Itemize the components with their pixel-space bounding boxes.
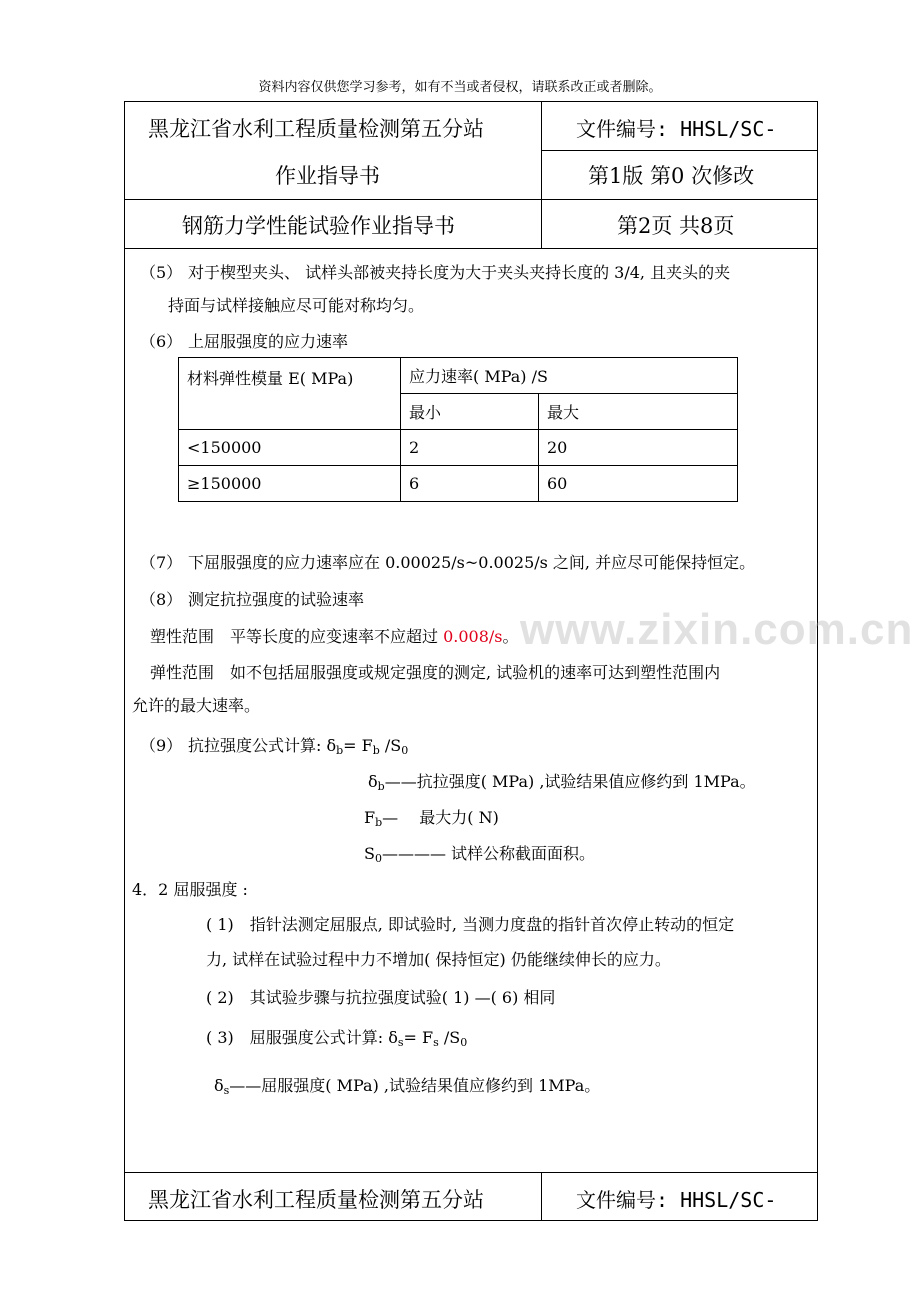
- table-cell-modulus: <150000: [179, 430, 401, 466]
- copyright-notice: 资料内容仅供您学习参考，如有不当或者侵权，请联系改正或者删除。: [258, 80, 662, 95]
- table-header-modulus: 材料弹性模量 E( MPa): [179, 358, 401, 430]
- table-row: [179, 430, 738, 466]
- subscript-s: s: [433, 1036, 439, 1049]
- stress-rate-table: [178, 357, 738, 502]
- delta-symbol: δ: [214, 1076, 224, 1095]
- item5-number: （5）: [140, 263, 183, 282]
- table-header-max: 最大: [539, 394, 738, 430]
- subscript-0: 0: [374, 852, 382, 865]
- watermark: www.zixin.com.cn: [520, 605, 914, 654]
- footer-file-no: 文件编号: HHSL/SC-: [576, 1188, 777, 1212]
- footer-org: 黑龙江省水利工程质量检测第五分站: [148, 1188, 484, 1212]
- subscript-s: s: [397, 1036, 404, 1049]
- formula-slash: /S: [438, 1028, 461, 1047]
- plastic-range-text: 塑性范围 平等长度的应变速率不应超过: [150, 627, 444, 646]
- header-page: 第2页 共8页: [617, 214, 735, 238]
- section-4-2-heading: 4．2 屈服强度 :: [132, 880, 248, 899]
- item5-line1: 对于楔型夹头、 试样头部被夹持长度为大于夹头夹持长度的 3/4, 且夹头的夹: [188, 263, 731, 282]
- elastic-range-line1: 弹性范围 如不包括屈服强度或规定强度的测定, 试验机的速率可达到塑性范围内: [150, 663, 721, 682]
- header-org: 黑龙江省水利工程质量检测第五分站: [148, 117, 484, 141]
- table-header-min: 最小: [401, 394, 539, 430]
- yield-item2: ( 2) 其试验步骤与抗拉强度试验( 1) —( 6) 相同: [206, 988, 556, 1007]
- delta-b-desc: ——抗拉强度( MPa) ,试验结果值应修约到 1MPa。: [384, 772, 756, 791]
- table-cell-max: 60: [539, 466, 738, 502]
- s0-definition: [364, 841, 595, 865]
- subscript-0: 0: [401, 744, 409, 757]
- header-bottom-line: [125, 248, 818, 249]
- fb-definition: [364, 805, 499, 829]
- formula-eq: = F: [403, 1028, 434, 1047]
- plastic-rate-value: 0.008/s: [443, 627, 503, 646]
- subscript-b: b: [375, 816, 383, 829]
- elastic-range-line2: 允许的最大速率。: [132, 696, 261, 715]
- delta-b-definition: [368, 769, 756, 793]
- item5-line2: 持面与试样接触应尽可能对称均匀。: [168, 296, 425, 315]
- subscript-b: b: [336, 744, 344, 757]
- table-cell-max: 20: [539, 430, 738, 466]
- item8-text: 测定抗拉强度的试验速率: [188, 590, 365, 609]
- table-cell-min: 6: [401, 466, 539, 502]
- header-divider: [125, 199, 818, 200]
- item6-text: 上屈服强度的应力速率: [188, 332, 349, 351]
- formula-eq: = F: [343, 736, 373, 755]
- header-file-no: 文件编号: HHSL/SC-: [576, 117, 777, 141]
- header-title: 钢筋力学性能试验作业指导书: [182, 214, 455, 238]
- plastic-range-suffix: 。: [502, 627, 519, 646]
- header-vertical-divider: [541, 102, 542, 248]
- delta-symbol: δ: [388, 1028, 398, 1047]
- table-row: [179, 466, 738, 502]
- yield-item1-line1: ( 1) 指针法测定屈服点, 即试验时, 当测力度盘的指针首次停止转动的恒定: [206, 915, 735, 934]
- formula-slash: /S: [379, 736, 402, 755]
- delta-symbol: δ: [368, 772, 378, 791]
- footer-top-line: [125, 1172, 818, 1173]
- s0-desc: ———— 试样公称截面面积。: [381, 844, 596, 863]
- item6-number: （6）: [140, 332, 183, 351]
- table-cell-min: 2: [401, 430, 539, 466]
- item9-formula: [188, 733, 408, 757]
- footer-vertical-divider: [541, 1172, 542, 1221]
- delta-symbol: δ: [326, 736, 337, 755]
- delta-s-desc: ——屈服强度( MPa) ,试验结果值应修约到 1MPa。: [229, 1076, 601, 1095]
- subscript-b: b: [372, 744, 380, 757]
- table-header-rate: 应力速率( MPa) /S: [401, 358, 738, 394]
- subscript-0: 0: [460, 1036, 468, 1049]
- f-symbol: F: [364, 808, 376, 827]
- item7-text: 下屈服强度的应力速率应在 0.00025/s~0.0025/s 之间, 并应尽可能保持恒定。: [188, 553, 756, 572]
- delta-s-definition: [214, 1073, 600, 1097]
- item9-number: （9）: [140, 736, 183, 755]
- header-divider-right: [541, 150, 818, 151]
- yield-item1-line2: 力, 试样在试验过程中力不增加( 保持恒定) 仍能继续伸长的应力。: [206, 950, 671, 969]
- table-cell-modulus: ≥150000: [179, 466, 401, 502]
- subscript-b: b: [377, 780, 385, 793]
- s-symbol: S: [364, 844, 375, 863]
- fb-desc: — 最大力( N): [382, 808, 499, 827]
- header-version: 第1版 第0 次修改: [588, 164, 755, 188]
- yield-item3: [206, 1025, 467, 1049]
- item9-text: 抗拉强度公式计算:: [188, 736, 327, 755]
- subscript-s: s: [223, 1084, 230, 1097]
- header-doc-type: 作业指导书: [275, 164, 380, 188]
- item8-number: （8）: [140, 590, 183, 609]
- plastic-range-line: [150, 624, 519, 647]
- item7-number: （7）: [140, 553, 183, 572]
- yield-item3-text: ( 3) 屈服强度公式计算:: [206, 1028, 389, 1047]
